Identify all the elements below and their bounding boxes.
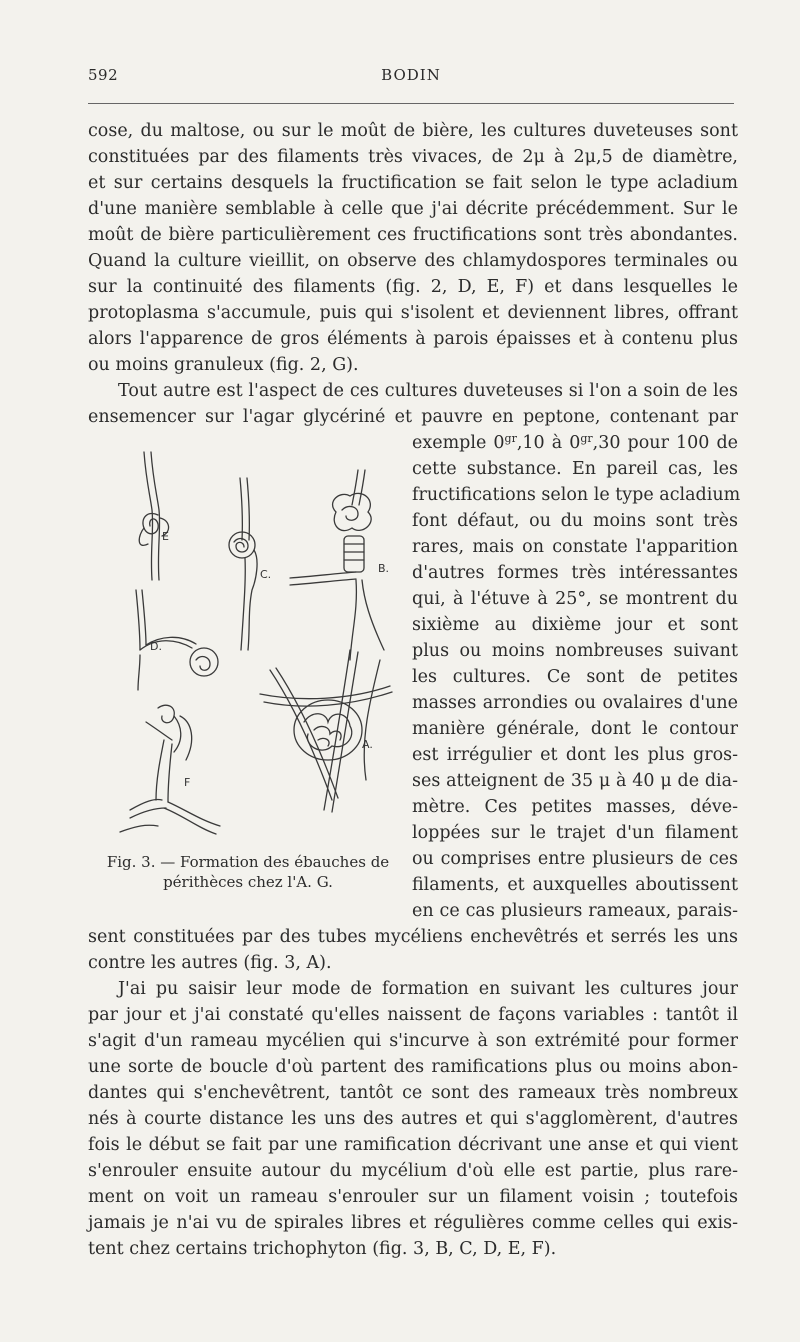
text-line: tent chez certains trichophyton (fig. 3, B, C, D, E, F). (88, 1239, 557, 1259)
text-line: Quand la culture vieillit, on observe des chlamydospores terminales ou (88, 251, 738, 271)
side-text-line: manière générale, dont le contour (412, 719, 738, 739)
hypha-branch-f (120, 705, 220, 834)
text-line: moût de bière particulièrement ces fructifications sont très abondantes. (88, 225, 738, 245)
text-line: sent constituées par des tubes mycéliens enchevêtrés et serrés les uns (88, 927, 738, 947)
text-line: ment on voit un rameau s'enrouler sur un filament voisin ; toutefois (88, 1187, 738, 1207)
running-head: BODIN (381, 66, 441, 84)
side-text-line: fructifications selon le type acladium (412, 485, 741, 505)
side-text-line: en ce cas plusieurs rameaux, parais- (412, 901, 738, 921)
hypha-loop-d (136, 590, 218, 690)
label-b: B. (378, 562, 390, 575)
text-line: protoplasma s'accumule, puis qui s'isolent et deviennent libres, offrant (88, 303, 738, 323)
exemple-line: exemple $0^{gr},10$ à $0^{gr},30$ pour 100 de (412, 432, 739, 453)
side-text-line: mètre. Ces petites masses, déve- (412, 797, 738, 817)
text-line: une sorte de boucle d'où partent des ramifications plus ou moins abon- (88, 1057, 738, 1077)
caption-line: Fig. 3. — Formation des ébauches de (106, 853, 390, 871)
page-header (88, 66, 734, 88)
side-text-line: plus ou moins nombreuses suivant (412, 641, 738, 661)
label-e: E (162, 530, 169, 543)
hypha-coil-b (290, 470, 389, 660)
hypha-coil-c (229, 478, 271, 650)
side-text-line: filaments, et auxquelles aboutissent (412, 875, 738, 895)
text-line: s'enrouler ensuite autour du mycélium d'où elle est partie, plus rare- (88, 1161, 738, 1181)
caption-line: périthèces chez l'A. G. (163, 873, 333, 891)
text-line: cose, du maltose, ou sur le moût de bière, les cultures duveteuses sont (88, 121, 738, 141)
side-text-line: loppées sur le trajet d'un filament (412, 823, 738, 843)
figure-caption (100, 852, 396, 892)
page-number: 592 (88, 66, 119, 84)
figure-3-illustration (100, 440, 400, 860)
text-line: Tout autre est l'aspect de ces cultures duveteuses si l'on a soin de les (118, 381, 738, 401)
text-line: contre les autres (fig. 3, A). (88, 953, 332, 973)
text-line: fois le début se fait par une ramification décrivant une anse et qui vient (88, 1135, 738, 1155)
header-rule (88, 103, 734, 104)
side-text-line: masses arrondies ou ovalaires d'une (412, 693, 738, 713)
hypha-coil-e (139, 452, 169, 580)
label-d: D. (150, 640, 162, 653)
text-line: s'agit d'un rameau mycélien qui s'incurve à son extrémité pour former (88, 1031, 738, 1051)
text-line: constituées par des filaments très vivaces, de 2μ à 2μ,5 de diamètre, (88, 147, 738, 167)
text-line: jamais je n'ai vu de spirales libres et régulières comme celles qui exis- (88, 1213, 738, 1233)
side-text-line: font défaut, ou du moins sont très (412, 511, 738, 531)
side-text-line: ses atteignent de 35 μ à 40 μ de dia- (412, 771, 738, 791)
text-line: sur la continuité des filaments (fig. 2, D, E, F) et dans lesquelles le (88, 277, 738, 297)
side-text-line: d'autres formes très intéressantes (412, 563, 738, 583)
label-f: F (184, 776, 191, 789)
side-text-line: cette substance. En pareil cas, les (412, 459, 738, 479)
text-line: ou moins granuleux (fig. 2, G). (88, 355, 359, 375)
text-line: par jour et j'ai constaté qu'elles naissent de façons variables : tantôt il (88, 1005, 738, 1025)
side-text-line: les cultures. Ce sont de petites (412, 667, 738, 687)
text-line: et sur certains desquels la fructification se fait selon le type acladium (88, 173, 738, 193)
label-c: C. (260, 568, 272, 581)
side-text-line: rares, mais on constate l'apparition (412, 537, 738, 557)
text-line: alors l'apparence de gros éléments à parois épaisses et à contenu plus (88, 329, 738, 349)
text-line: d'une manière semblable à celle que j'ai décrite précédemment. Sur le (88, 199, 738, 219)
side-text-line: qui, à l'étuve à 25°, se montrent du (412, 589, 738, 609)
text-line: J'ai pu saisir leur mode de formation en suivant les cultures jour (118, 979, 738, 999)
text-line: dantes qui s'enchevêtrent, tantôt ce sont des rameaux très nombreux (88, 1083, 738, 1103)
text-line: ensemencer sur l'agar glycériné et pauvre en peptone, contenant par (88, 407, 738, 427)
label-a: A. (362, 738, 373, 751)
text-line: nés à courte distance les uns des autres et qui s'agglomèrent, d'autres (88, 1109, 738, 1129)
side-text-line: est irrégulier et dont les plus gros- (412, 745, 738, 765)
side-text-line: sixième au dixième jour et sont (412, 615, 738, 635)
hypha-tangle-a (260, 650, 392, 812)
side-text-line: ou comprises entre plusieurs de ces (412, 849, 738, 869)
